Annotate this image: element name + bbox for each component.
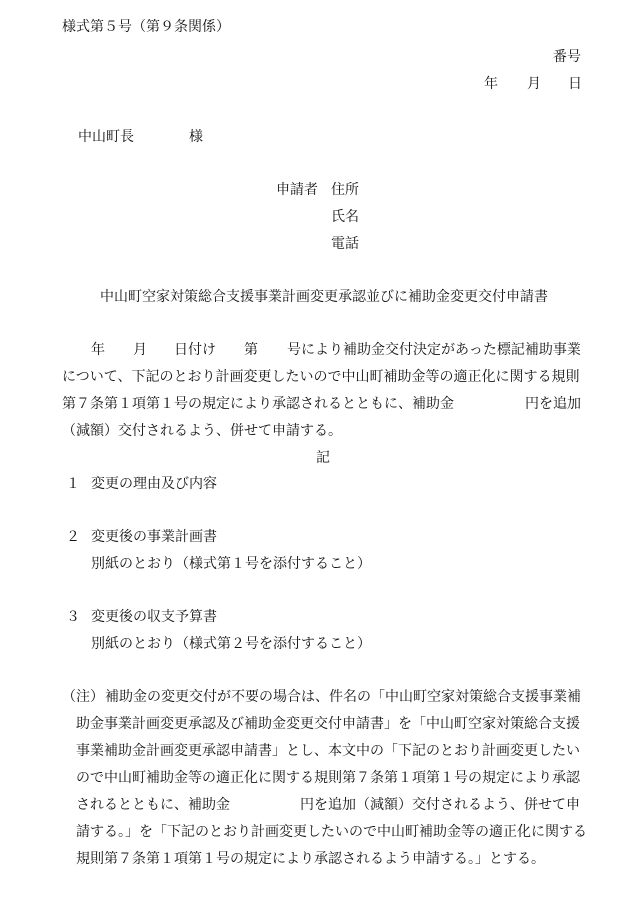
address-label: 住所 xyxy=(331,182,359,198)
body-month: 月 xyxy=(133,342,147,358)
document-title: 中山町空家対策総合支援事業計画変更承認並びに補助金変更交付申請書 xyxy=(100,289,548,305)
body-line1-rest: 号により補助金交付決定があった標記補助事業 xyxy=(287,342,581,358)
note-line6: 請する。」を「下記のとおり計画変更したいので中山町補助金等の適正化に関する xyxy=(76,824,587,840)
date-year-label: 年 xyxy=(484,76,498,92)
body-day-ref: 日付け xyxy=(174,342,216,358)
number-label: 番号 xyxy=(553,49,581,65)
body-line3-part2: 円を追加 xyxy=(525,396,581,412)
note-line1: 補助金の変更交付が不要の場合は、件名の「中山町空家対策総合支援事業補 xyxy=(105,689,581,705)
body-line4: （減額）交付されるよう、併せて申請する。 xyxy=(62,423,342,439)
phone-label: 電話 xyxy=(331,236,359,252)
body-line2: について、下記のとおり計画変更したいので中山町補助金等の適正化に関する規則 xyxy=(62,369,580,385)
body-year: 年 xyxy=(91,342,105,358)
name-label: 氏名 xyxy=(331,209,359,225)
section-3-title: 変更後の収支予算書 xyxy=(91,609,217,625)
body-line3-part1: 第７条第１項第１号の規定により承認されるとともに、補助金 xyxy=(62,396,454,412)
addressee-name: 中山町長 xyxy=(78,129,134,145)
applicant-label: 申請者 xyxy=(276,182,318,198)
date-month-label: 月 xyxy=(527,76,541,92)
note-label: （注） xyxy=(62,689,104,705)
date-day-label: 日 xyxy=(568,76,582,92)
section-1-number: １ xyxy=(66,476,80,492)
note-line5-part2: 円を追加（減額）交付されるよう、併せて申 xyxy=(300,797,580,813)
note-line5-part1: されるとともに、補助金 xyxy=(76,797,230,813)
note-line3: 事業補助金計画変更承認申請書」とし、本文中の「下記のとおり計画変更したい xyxy=(76,743,580,759)
note-line4: ので中山町補助金等の適正化に関する規則第７条第１項第１号の規定により承認 xyxy=(76,770,580,786)
section-2-number: ２ xyxy=(66,529,80,545)
section-2-title: 変更後の事業計画書 xyxy=(91,529,217,545)
section-3-detail: 別紙のとおり（様式第２号を添付すること） xyxy=(91,636,371,652)
body-number-prefix: 第 xyxy=(244,342,258,358)
form-number: 様式第５号（第９条関係） xyxy=(62,19,230,35)
section-3-number: ３ xyxy=(66,609,80,625)
note-line2: 助金事業計画変更承認及び補助金変更交付申請書」を「中山町空家対策総合支援 xyxy=(76,716,580,732)
section-2-detail: 別紙のとおり（様式第１号を添付すること） xyxy=(91,556,371,572)
section-1-title: 変更の理由及び内容 xyxy=(91,476,217,492)
addressee-honorific: 様 xyxy=(189,129,203,145)
note-line7: 規則第７条第１項第１号の規定により承認されるよう申請する。」とする。 xyxy=(76,851,545,867)
ki-label: 記 xyxy=(316,450,330,466)
